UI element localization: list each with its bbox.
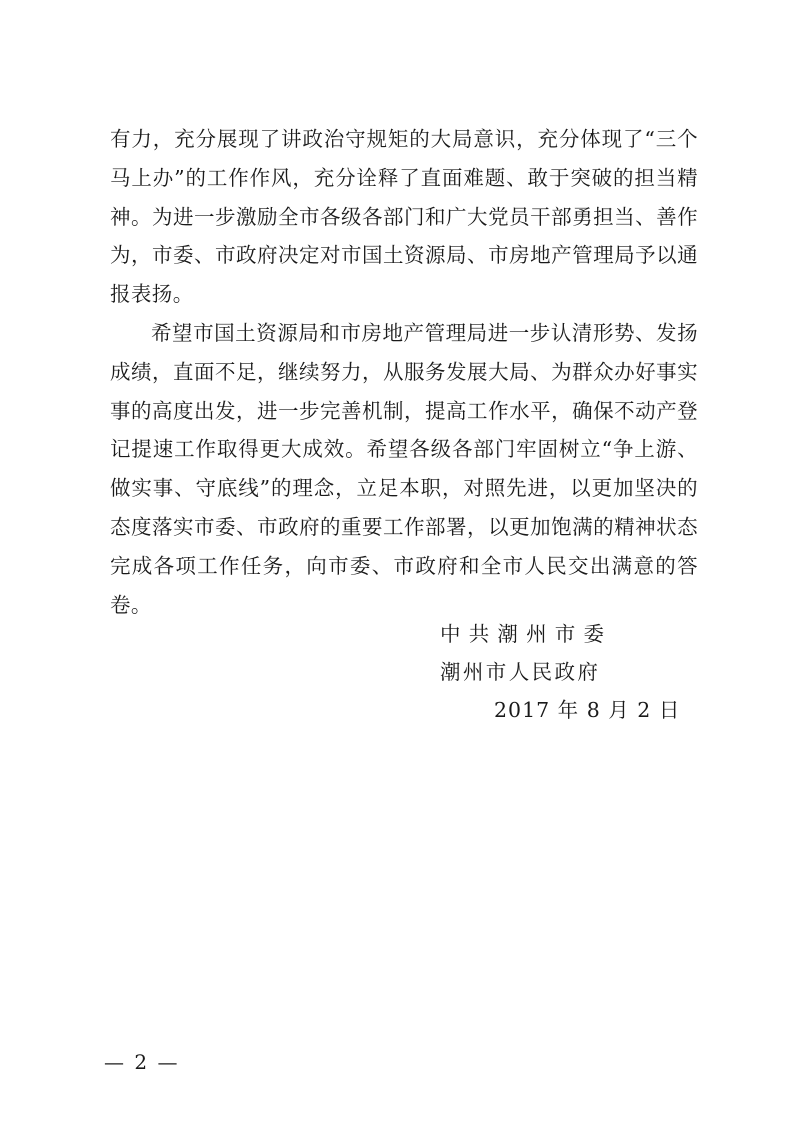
paragraph-continuation: 有力，充分展现了讲政治守规矩的大局意识，充分体现了“三个马上办”的工作作风，充分诠释了直面难题、敢于突破的担当精神。为进一步激励全市各级各部门和广大党员干部勇担当、善作为，市委、市政府决定对市国土资源局、市房地产管理局予以通报表扬。	[110, 127, 698, 307]
signature-party-committee: 中共潮州市委	[440, 622, 613, 646]
paragraph-hope: 希望市国土资源局和市房地产管理局进一步认清形势、发扬成绩，直面不足，继续努力，从服务发展大局、为群众办好事实事的高度出发，进一步完善机制，提高工作水平，确保不动产登记提速工作取得更大成效。希望各级各部门牢固树立“争上游、做实事、守底线”的理念，立足本职，对照先进，以更加坚决的态度落实市委、市政府的重要工作部署，以更加饱满的精神状态完成各项工作任务，向市委、市政府和全市人民交出满意的答卷。	[110, 320, 698, 617]
page-number: — 2 —	[104, 1050, 180, 1074]
signature-government: 潮州市人民政府	[440, 660, 601, 684]
signature-date: 2017 年 8 月 2 日	[494, 698, 681, 722]
body-text	[110, 120, 698, 624]
signature-block	[440, 615, 700, 729]
